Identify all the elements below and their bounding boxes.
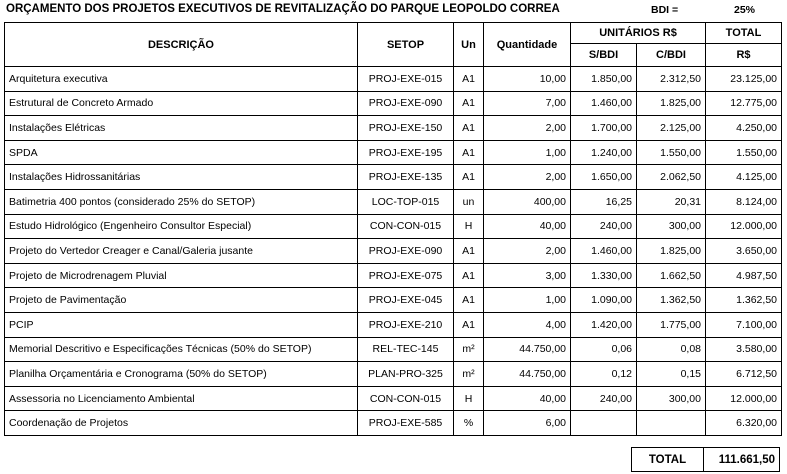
- table-row: [5, 386, 782, 411]
- cell-quantidade: 2,00: [484, 165, 571, 190]
- cell-total: 8.124,00: [706, 189, 782, 214]
- cell-c-bdi: 300,00: [637, 214, 706, 239]
- cell-c-bdi: 20,31: [637, 189, 706, 214]
- cell-s-bdi: 1.850,00: [571, 67, 637, 92]
- cell-quantidade: 7,00: [484, 91, 571, 116]
- cell-c-bdi: 0,15: [637, 362, 706, 387]
- total-value: 111.661,50: [704, 448, 780, 472]
- cell-setop: LOC-TOP-015: [358, 189, 454, 214]
- cell-un: A1: [454, 67, 484, 92]
- cell-quantidade: 400,00: [484, 189, 571, 214]
- cell-un: A1: [454, 116, 484, 141]
- cell-descricao: Arquitetura executiva: [5, 67, 358, 92]
- table-body: [5, 67, 782, 436]
- cell-un: H: [454, 386, 484, 411]
- cell-descricao: Projeto de Pavimentação: [5, 288, 358, 313]
- cell-descricao: Planilha Orçamentária e Cronograma (50% do SETOP): [5, 362, 358, 387]
- cell-total: 1.550,00: [706, 140, 782, 165]
- table-row: [5, 116, 782, 141]
- total-box: [631, 447, 780, 472]
- cell-descricao: PCIP: [5, 312, 358, 337]
- table-row: [5, 189, 782, 214]
- header-descricao: DESCRIÇÃO: [5, 23, 358, 67]
- cell-c-bdi: 2.125,00: [637, 116, 706, 141]
- cell-c-bdi: 1.662,50: [637, 263, 706, 288]
- cell-quantidade: 10,00: [484, 67, 571, 92]
- table-row: [5, 288, 782, 313]
- cell-quantidade: 3,00: [484, 263, 571, 288]
- cell-total: 12.000,00: [706, 214, 782, 239]
- cell-c-bdi: 2.312,50: [637, 67, 706, 92]
- cell-s-bdi: [571, 411, 637, 436]
- cell-s-bdi: 1.090,00: [571, 288, 637, 313]
- table-row: [5, 239, 782, 264]
- cell-un: A1: [454, 288, 484, 313]
- cell-total: 12.775,00: [706, 91, 782, 116]
- cell-setop: PROJ-EXE-195: [358, 140, 454, 165]
- cell-setop: PROJ-EXE-045: [358, 288, 454, 313]
- cell-s-bdi: 1.650,00: [571, 165, 637, 190]
- cell-descricao: Projeto do Vertedor Creager e Canal/Galeria jusante: [5, 239, 358, 264]
- total-label: TOTAL: [632, 448, 704, 472]
- cell-un: A1: [454, 140, 484, 165]
- table-row: [5, 91, 782, 116]
- header-total-unit: R$: [706, 44, 782, 67]
- cell-total: 12.000,00: [706, 386, 782, 411]
- cell-total: 3.580,00: [706, 337, 782, 362]
- cell-un: m²: [454, 337, 484, 362]
- table-row: [5, 214, 782, 239]
- cell-setop: PROJ-EXE-135: [358, 165, 454, 190]
- table-row: [5, 67, 782, 92]
- table-row: [5, 140, 782, 165]
- table-row: [5, 312, 782, 337]
- cell-descricao: Estudo Hidrológico (Engenheiro Consultor Especial): [5, 214, 358, 239]
- cell-un: A1: [454, 239, 484, 264]
- cell-s-bdi: 1.700,00: [571, 116, 637, 141]
- cell-descricao: Instalações Hidrossanitárias: [5, 165, 358, 190]
- cell-un: m²: [454, 362, 484, 387]
- budget-table: [4, 22, 782, 436]
- cell-setop: PLAN-PRO-325: [358, 362, 454, 387]
- cell-descricao: Projeto de Microdrenagem Pluvial: [5, 263, 358, 288]
- cell-c-bdi: 1.775,00: [637, 312, 706, 337]
- title-row: [6, 2, 781, 20]
- page-title: ORÇAMENTO DOS PROJETOS EXECUTIVOS DE REVITALIZAÇÃO DO PARQUE LEOPOLDO CORREA: [6, 3, 560, 15]
- cell-quantidade: 2,00: [484, 116, 571, 141]
- cell-un: A1: [454, 263, 484, 288]
- bdi-label: BDI =: [651, 4, 679, 16]
- cell-c-bdi: 1.550,00: [637, 140, 706, 165]
- cell-c-bdi: 1.362,50: [637, 288, 706, 313]
- cell-s-bdi: 0,12: [571, 362, 637, 387]
- header-unitarios: UNITÁRIOS R$: [571, 23, 706, 44]
- cell-un: A1: [454, 312, 484, 337]
- cell-descricao: SPDA: [5, 140, 358, 165]
- cell-total: 6.320,00: [706, 411, 782, 436]
- cell-c-bdi: 1.825,00: [637, 91, 706, 116]
- cell-s-bdi: 1.460,00: [571, 91, 637, 116]
- cell-setop: PROJ-EXE-210: [358, 312, 454, 337]
- cell-s-bdi: 240,00: [571, 386, 637, 411]
- cell-total: 4.125,00: [706, 165, 782, 190]
- cell-s-bdi: 1.420,00: [571, 312, 637, 337]
- cell-descricao: Batimetria 400 pontos (considerado 25% do SETOP): [5, 189, 358, 214]
- cell-descricao: Memorial Descritivo e Especificações Técnicas (50% do SETOP): [5, 337, 358, 362]
- table-row: [5, 337, 782, 362]
- table-row: [5, 411, 782, 436]
- cell-c-bdi: 300,00: [637, 386, 706, 411]
- header-setop: SETOP: [358, 23, 454, 67]
- header-row-top: [5, 23, 782, 44]
- cell-descricao: Coordenação de Projetos: [5, 411, 358, 436]
- cell-quantidade: 40,00: [484, 386, 571, 411]
- cell-descricao: Assessoria no Licenciamento Ambiental: [5, 386, 358, 411]
- table-row: [5, 165, 782, 190]
- cell-total: 3.650,00: [706, 239, 782, 264]
- cell-quantidade: 44.750,00: [484, 362, 571, 387]
- header-total: TOTAL: [706, 23, 782, 44]
- cell-setop: PROJ-EXE-015: [358, 67, 454, 92]
- cell-setop: PROJ-EXE-585: [358, 411, 454, 436]
- cell-c-bdi: 0,08: [637, 337, 706, 362]
- table-row: [5, 362, 782, 387]
- cell-total: 6.712,50: [706, 362, 782, 387]
- cell-setop: PROJ-EXE-150: [358, 116, 454, 141]
- cell-setop: PROJ-EXE-090: [358, 91, 454, 116]
- cell-quantidade: 6,00: [484, 411, 571, 436]
- cell-s-bdi: 0,06: [571, 337, 637, 362]
- cell-s-bdi: 1.460,00: [571, 239, 637, 264]
- table-row: [5, 263, 782, 288]
- cell-setop: PROJ-EXE-090: [358, 239, 454, 264]
- cell-setop: PROJ-EXE-075: [358, 263, 454, 288]
- cell-total: 1.362,50: [706, 288, 782, 313]
- cell-quantidade: 40,00: [484, 214, 571, 239]
- bdi-value: 25%: [734, 4, 756, 16]
- cell-s-bdi: 1.330,00: [571, 263, 637, 288]
- cell-setop: REL-TEC-145: [358, 337, 454, 362]
- cell-total: 4.250,00: [706, 116, 782, 141]
- cell-quantidade: 2,00: [484, 239, 571, 264]
- cell-c-bdi: 2.062,50: [637, 165, 706, 190]
- cell-descricao: Estrutural de Concreto Armado: [5, 91, 358, 116]
- cell-quantidade: 4,00: [484, 312, 571, 337]
- header-quantidade: Quantidade: [484, 23, 571, 67]
- cell-quantidade: 44.750,00: [484, 337, 571, 362]
- cell-setop: CON-CON-015: [358, 214, 454, 239]
- cell-descricao: Instalações Elétricas: [5, 116, 358, 141]
- cell-setop: CON-CON-015: [358, 386, 454, 411]
- header-c-bdi: C/BDI: [637, 44, 706, 67]
- cell-c-bdi: 1.825,00: [637, 239, 706, 264]
- cell-s-bdi: 240,00: [571, 214, 637, 239]
- cell-total: 4.987,50: [706, 263, 782, 288]
- header-un: Un: [454, 23, 484, 67]
- cell-s-bdi: 16,25: [571, 189, 637, 214]
- cell-s-bdi: 1.240,00: [571, 140, 637, 165]
- cell-c-bdi: [637, 411, 706, 436]
- header-s-bdi: S/BDI: [571, 44, 637, 67]
- cell-un: un: [454, 189, 484, 214]
- cell-quantidade: 1,00: [484, 140, 571, 165]
- cell-total: 23.125,00: [706, 67, 782, 92]
- cell-total: 7.100,00: [706, 312, 782, 337]
- cell-un: %: [454, 411, 484, 436]
- cell-un: A1: [454, 91, 484, 116]
- cell-un: A1: [454, 165, 484, 190]
- cell-quantidade: 1,00: [484, 288, 571, 313]
- cell-un: H: [454, 214, 484, 239]
